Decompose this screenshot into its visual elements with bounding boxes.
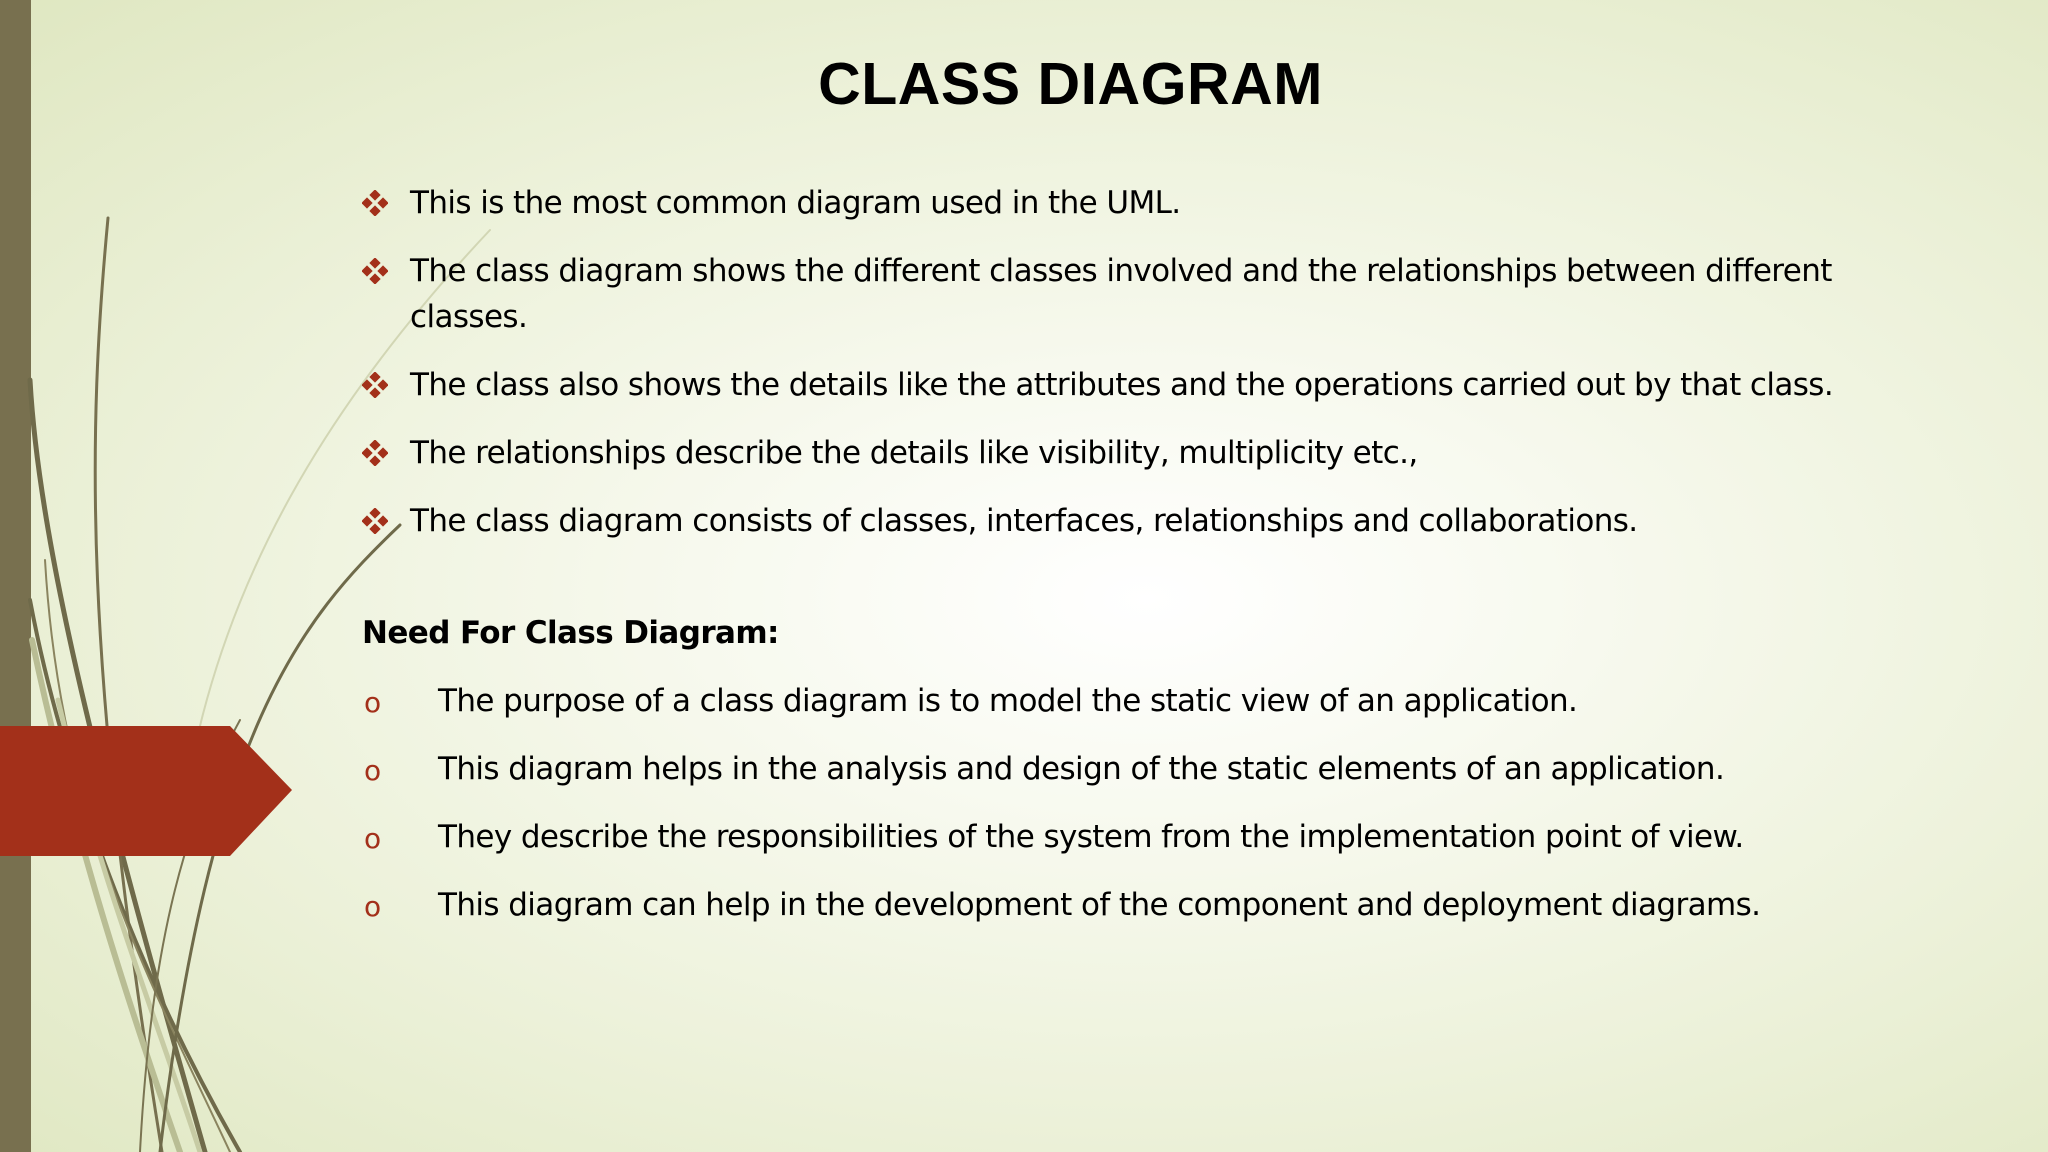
list-item [362, 498, 1922, 544]
diamond-bullet-icon [362, 372, 388, 398]
arrow-shape [0, 726, 292, 856]
diamond-bullet-icon [362, 440, 388, 466]
list-item [362, 180, 1922, 226]
bullet-list [362, 180, 1922, 544]
list-item [362, 248, 1922, 340]
sub-point-list [362, 678, 1922, 928]
bullet-text: The class diagram consists of classes, interfaces, relationships and collaborations. [410, 503, 1638, 539]
circle-bullet-icon: o [364, 822, 381, 855]
bullet-text: This is the most common diagram used in the UML. [410, 185, 1181, 221]
sub-point-text: They describe the responsibilities of the system from the implementation point of view. [438, 819, 1744, 855]
list-item [362, 362, 1922, 408]
slide-title: CLASS DIAGRAM [818, 51, 1323, 117]
sub-point-text: This diagram helps in the analysis and design of the static elements of an application. [438, 751, 1725, 787]
bullet-text: The class diagram shows the different classes involved and the relationships between different classes. [410, 253, 1832, 335]
circle-bullet-icon: o [364, 754, 381, 787]
diamond-bullet-icon [362, 190, 388, 216]
circle-bullet-icon: o [364, 890, 381, 923]
bullet-text: The class also shows the details like the attributes and the operations carried out by that class. [410, 367, 1834, 403]
slide-content [362, 180, 1922, 950]
circle-bullet-icon: o [364, 686, 381, 719]
list-item [362, 814, 1922, 860]
sub-point-text: The purpose of a class diagram is to model the static view of an application. [438, 683, 1578, 719]
sub-point-text: This diagram can help in the development of the component and deployment diagrams. [438, 887, 1761, 923]
diamond-bullet-icon [362, 508, 388, 534]
diamond-bullet-icon [362, 258, 388, 284]
list-item [362, 430, 1922, 476]
list-item [362, 882, 1922, 928]
section-heading: Need For Class Diagram: [362, 615, 779, 651]
bullet-text: The relationships describe the details like visibility, multiplicity etc., [410, 435, 1418, 471]
list-item [362, 678, 1922, 724]
list-item [362, 746, 1922, 792]
